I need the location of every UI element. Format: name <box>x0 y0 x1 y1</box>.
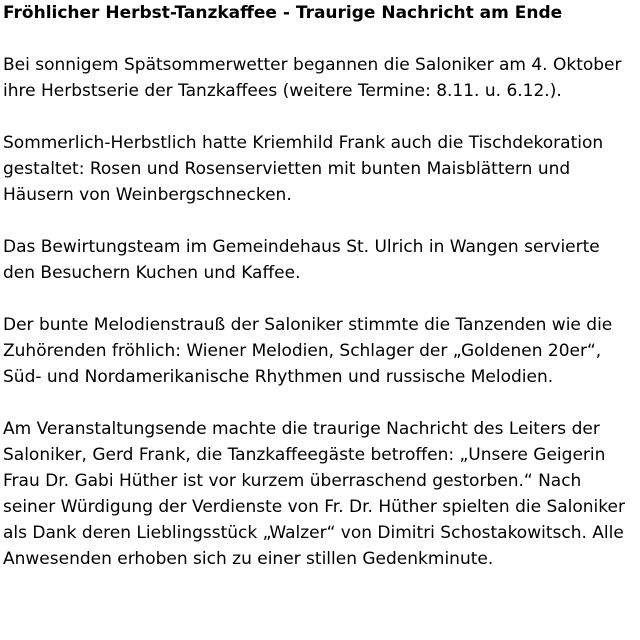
paragraph-music: Der bunte Melodienstrauß der Saloniker stimmte die Tanzenden wie die Zuhörenden fröhlich: Wiener Melodien, Schlager der „Goldenen 20er“, Süd- und Nordamerikanische Rhythmen und russische Melodien. <box>3 315 613 387</box>
paragraph-decoration: Sommerlich-Herbstlich hatte Kriemhild Frank auch die Tischdekoration gestaltet: Rosen und Rosenservietten mit bunten Maisblättern und Häusern von Weinbergschnecken. <box>3 133 604 205</box>
article-title: Fröhlicher Herbst-Tanzkaffee - Traurige Nachricht am Ende <box>3 3 563 23</box>
paragraph-intro: Bei sonnigem Spätsommerwetter begannen die Saloniker am 4. Oktober ihre Herbstserie der Tanzkaffees (weitere Termine: 8.11. u. 6.12.). <box>3 55 622 101</box>
paragraph-sad-news: Am Veranstaltungsende machte die traurige Nachricht des Leiters der Saloniker, Gerd Frank, die Tanzkaffeegäste betroffen: „Unsere Geigerin Frau Dr. Gabi Hüther ist vor kurzem überraschend gestorben.“ Nach seiner Würdigung der Verdienste von Fr. Dr. Hüther spielten die Saloniker als Dank deren Lieblingsstück „Walzer“ von Dimitri Schostakowitsch. Alle Anwesenden erhoben sich zu einer stillen Gedenkminute. <box>3 419 625 569</box>
paragraph-catering: Das Bewirtungsteam im Gemeindehaus St. Ulrich in Wangen servierte den Besuchern Kuchen und Kaffee. <box>3 237 600 283</box>
